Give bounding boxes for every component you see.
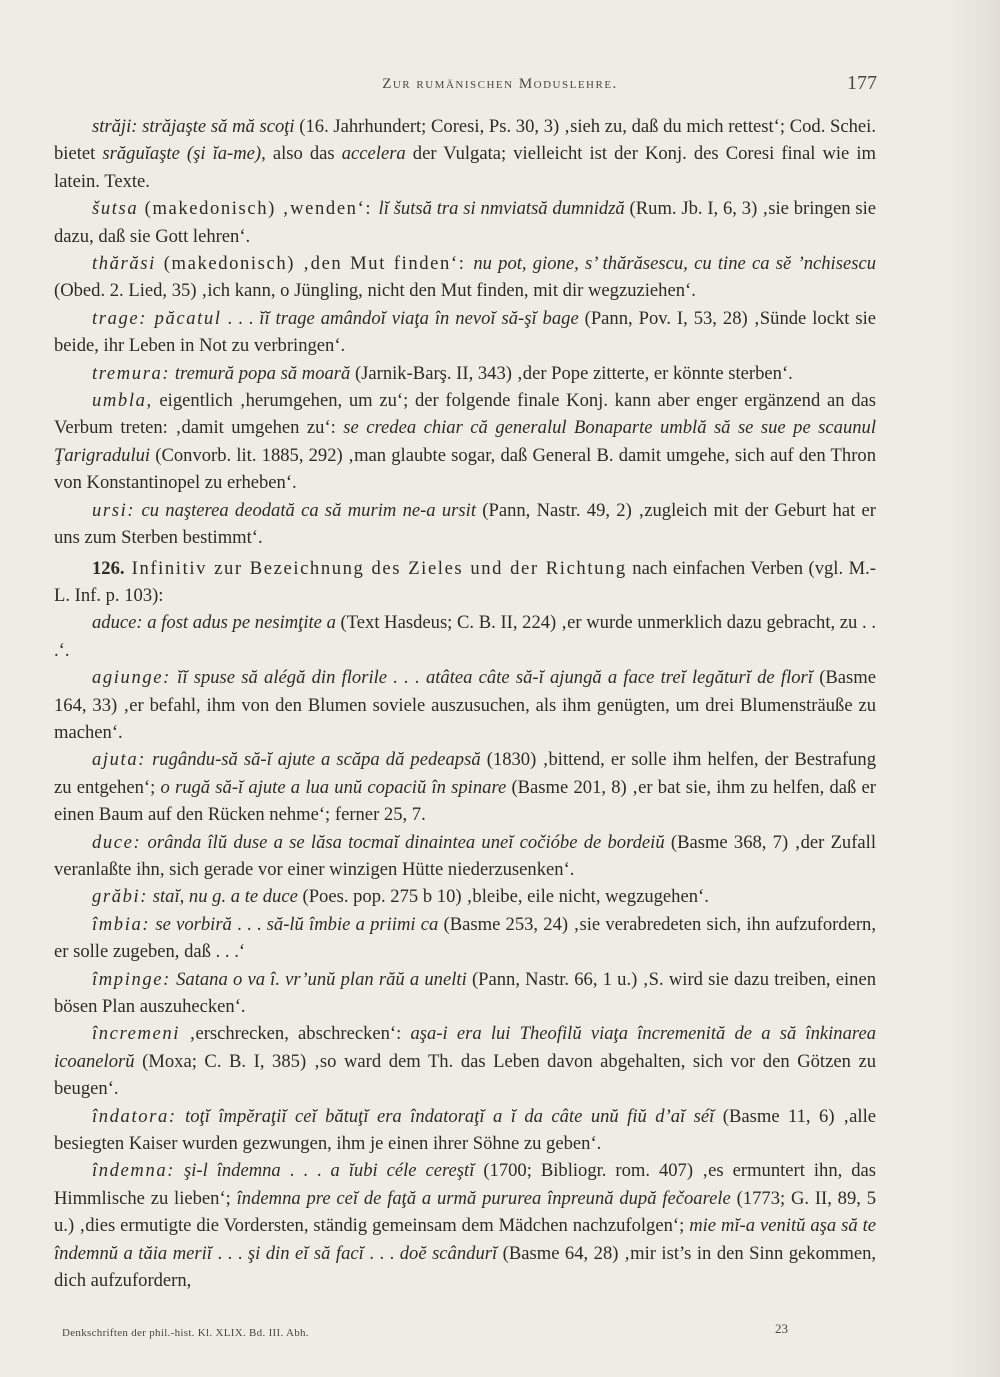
italic-run: Satana o va î. vr’unŭ plan răŭ a unelti <box>176 968 467 990</box>
text-run: (Basme 11, 6) ‚alle besiegten Kaiser wurden gezwungen, ihm je einen ihrer Söhne zu geben‘. <box>54 1105 876 1155</box>
text-run: (Moxa; C. B. I, 385) ‚so ward dem Th. das Leben davon abgehalten, sich vor den Götzen zu beugen‘. <box>54 1050 876 1100</box>
paragraph <box>54 305 876 360</box>
italic-run: ursi: <box>92 499 136 521</box>
body-text <box>54 113 876 1294</box>
italic-run: nu pot, gione, s’ thărăsescu, cu tine ca sĕ ’nchisescu <box>473 253 876 275</box>
italic-run: mie mĭ-a venitŭ aşa să te îndemnŭ a tăia meriĭ <box>54 1215 876 1264</box>
italic-run: srăguĭaşte (şi ĭa-me), <box>102 143 266 165</box>
italic-run: se vorbiră <box>155 913 232 935</box>
italic-run: tremura: <box>92 362 171 384</box>
italic-run: o rugă să-ĭ ajute a lua unŭ copaciŭ în spinare <box>160 776 507 798</box>
italic-run: străji: străjaşte să mă scoţi <box>92 116 295 137</box>
italic-run: agiunge: <box>92 667 171 689</box>
italic-run: îndatora: <box>92 1105 177 1127</box>
italic-run: staĭ, nu g. a te duce <box>152 886 298 908</box>
text-run: (Rum. Jb. I, 6, 3) ‚sie bringen sie dazu, daß sie Gott lehren‘. <box>54 198 876 247</box>
text-run: eigentlich ‚herumgehen, um zu‘; der folgende finale Konj. kann aber enger ergänzend an das Verbum treten: ‚damit umgehen zu‘: <box>54 390 876 439</box>
italic-run: thărăsi <box>92 253 156 275</box>
paragraph <box>54 609 876 664</box>
italic-run: ajuta: <box>92 749 147 771</box>
paragraph <box>54 360 876 387</box>
text-run: (Text Hasdeus; C. B. II, 224) ‚er wurde unmerklich dazu gebracht, zu . . .‘. <box>54 612 876 661</box>
text-run: (Pann, Nastr. 49, 2) ‚zugleich mit der Geburt hat er uns zum Sterben bestimmt‘. <box>54 499 876 549</box>
italic-run: cu naşterea deodată ca să murim ne-a ursit <box>141 499 476 521</box>
italic-run: îndemna pre ceĭ de faţă a urmă pururea înpreună după fečoarele <box>236 1187 731 1209</box>
text-run: (makedonisch) ‚den Mut finden‘: <box>155 253 474 275</box>
paragraph <box>54 746 876 828</box>
italic-run: šutsa <box>92 198 139 220</box>
paragraph <box>54 829 876 884</box>
italic-run: aşa-i era lui Theofilŭ viaţa încremenită de a să înkinarea icoanelorŭ <box>54 1023 876 1072</box>
italic-run: rugându-să să-ĭ ajute a scăpa dă pedeapsă <box>152 749 481 771</box>
italic-run: ĭĭ trage amândoĭ viaţa în nevoĭ să-şĭ bage <box>259 307 579 329</box>
text-run: . . . <box>363 1242 400 1264</box>
text-run: (16. Jahrhundert; Coresi, Ps. 30, 3) ‚sieh zu, daß du mich rettest‘; Cod. Schei. bietet <box>54 116 876 165</box>
italic-run: a ĭubi céle cereştĭ <box>330 1160 475 1182</box>
paragraph <box>54 664 876 746</box>
italic-run: împinge: <box>92 968 171 990</box>
paragraph <box>54 195 876 250</box>
text-run: der Vulgata; vielleicht ist der Konj. des Coresi final wie im latein. Texte. <box>54 143 877 192</box>
italic-run: să-lŭ îmbie a priimi ca <box>266 913 439 935</box>
text-run: (Poes. pop. 275 b 10) ‚bleibe, eile nicht, wegzugehen‘. <box>297 886 709 908</box>
paragraph <box>54 911 876 966</box>
text-run: (Basme 164, 33) ‚er befahl, ihm von den Blumen soviele auszusuchen, als ihm genügten, um drei Blumensträuße zu machen‘. <box>54 667 876 743</box>
italic-run: se credea chiar că generalul Bonaparte umblă să se sue pe scaunul Ţarigradului <box>54 417 876 466</box>
text-run: (Basme 201, 8) ‚er bat sie, ihm zu helfen, daß er einen Baum auf den Rücken nehme‘; ferner 25, 7. <box>54 776 876 826</box>
text-run: (Obed. 2. Lied, 35) ‚ich kann, o Jüngling, nicht den Mut finden, mit dir wegzuziehen‘. <box>54 280 696 302</box>
italic-run: toţĭ împĕraţiĭ ceĭ bătuţĭ era îndatoraţĭ a ĭ da câte unŭ fiŭ d’aĭ séĭ <box>185 1105 715 1127</box>
text-run: . . . <box>221 307 260 329</box>
italic-run: îmbia: <box>92 913 151 935</box>
text-run <box>177 1106 185 1127</box>
paragraph <box>54 113 876 195</box>
text-run: (Basme 64, 28) ‚mir ist’s in den Sinn gekommen, dich aufzufordern, <box>54 1242 877 1292</box>
italic-run: lĭ šutsă tra si nmviatsă dumnidză <box>378 198 625 220</box>
italic-run: tremură popa să moară <box>174 362 351 384</box>
text-run: (1773; G. II, 89, 5 u.) ‚dies ermutigte die Vordersten, ständig gemeinsam dem Mädchen nachzufolgen‘; <box>54 1187 877 1237</box>
paragraph <box>54 883 876 910</box>
page-header <box>0 72 1000 102</box>
text-run: also das <box>265 143 342 165</box>
italic-run: încremeni <box>92 1023 181 1045</box>
text-run: (makedonisch) ‚wenden‘: <box>138 198 379 220</box>
paragraph <box>54 1020 876 1102</box>
text-run: . . . <box>211 1242 248 1264</box>
italic-run: accelera <box>341 143 406 165</box>
text-run: Infinitiv zur Bezeichnung des Zieles und der Richtung <box>124 557 627 579</box>
italic-run: şi din eĭ să facĭ <box>247 1242 364 1264</box>
text-run: (Pann, Nastr. 66, 1 u.) ‚S. wird sie dazu treiben, einen bösen Plan auszuhecken‘. <box>54 968 877 1017</box>
italic-run: umbla, <box>92 390 153 412</box>
paragraph <box>54 250 876 305</box>
text-run: (Basme 253, 24) ‚sie verabredeten sich, ihn aufzufordern, er solle zugeben, daß . . .‘ <box>54 913 876 963</box>
footer-publication: Denkschriften der phil.-hist. Kl. XLIX. Bd. III. Abh. <box>62 1327 309 1339</box>
italic-run: duce: <box>92 831 142 853</box>
text-run: ‚erschrecken, abschrecken‘: <box>180 1023 411 1045</box>
text-run: (Convorb. lit. 1885, 292) ‚man glaubte sogar, daß General B. damit umgehe, sich auf den Thron von Konstantinopel zu erheben‘. <box>54 444 876 494</box>
text-run: . . . <box>280 1160 331 1182</box>
paragraph <box>54 1157 876 1294</box>
text-run: (1700; Bibliogr. rom. 407) ‚es ermuntert ihn, das Himmlische zu lieben‘; <box>54 1160 876 1209</box>
text-run: (Jarnik-Barş. II, 343) ‚der Pope zitterte, er könnte sterben‘. <box>350 362 793 384</box>
text-run: (Basme 368, 7) ‚der Zufall veranlaßte ihn, sich gerade vor einer winzigen Hütte niederzusenken‘. <box>54 831 876 880</box>
italic-run: trage: păcatul <box>92 307 222 329</box>
section-number: 126. <box>92 557 125 579</box>
italic-run: şi-l îndemna <box>183 1160 281 1182</box>
italic-run: doĕ scândurĭ <box>399 1242 498 1264</box>
section-heading-paragraph <box>54 555 876 610</box>
italic-run: îndemna: <box>92 1160 176 1182</box>
sheet-number: 23 <box>775 1321 788 1336</box>
text-run <box>175 1160 184 1181</box>
italic-run: orânda îlŭ duse a se lăsa tocmaĭ dinaintea uneĭ cočióbe de bordeiŭ <box>147 831 665 853</box>
text-run: nach einfachen Verben (vgl. M.-L. Inf. p. 103): <box>54 557 876 606</box>
italic-run: ĭĭ spuse să alégă din florile . . . atâtea câte să-ĭ ajungă a face treĭ legăturĭ de florĭ <box>177 667 813 689</box>
paragraph <box>54 497 876 552</box>
text-run: (1830) ‚bittend, er solle ihm helfen, der Bestrafung zu entgehen‘; <box>54 749 876 798</box>
paragraph <box>54 1103 876 1158</box>
page-number: 177 <box>847 72 877 94</box>
text-run: . . . <box>231 913 267 935</box>
running-title: Zur rumänischen Moduslehre. <box>382 76 618 92</box>
italic-run: aduce: a fost adus pe nesimţite a <box>92 612 336 634</box>
paragraph <box>54 966 876 1021</box>
text-run: (Pann, Pov. I, 53, 28) ‚Sünde lockt sie beide, ihr Leben in Not zu verbringen‘. <box>54 307 877 357</box>
page-edge-shadow <box>945 0 1000 1377</box>
italic-run: grăbi: <box>92 886 149 908</box>
paragraph <box>54 387 876 497</box>
